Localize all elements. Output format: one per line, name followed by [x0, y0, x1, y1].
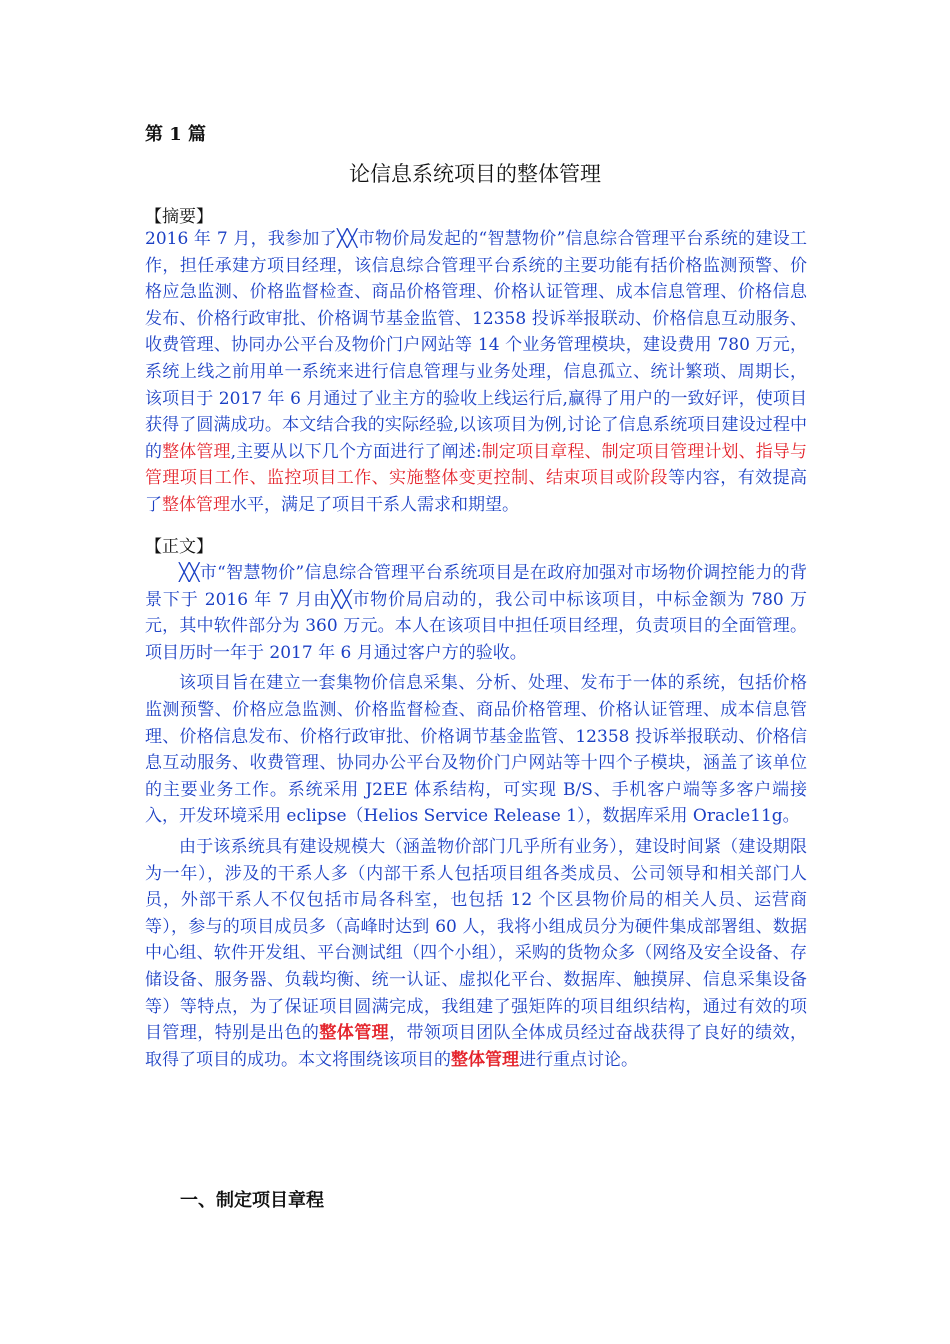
abstract-text-2: ,主要从以下几个方面进行了阐述: [230, 441, 482, 462]
abstract-text-3: 等内容，有效提高了 [145, 468, 808, 515]
abstract-paragraph [145, 226, 807, 523]
abstract-heading: 【摘要】 [145, 207, 213, 227]
body-paragraph-3-text-c: 进行重点讨论。 [519, 1049, 638, 1070]
body-paragraph-3-highlight-2: 整体管理 [451, 1049, 519, 1070]
section-heading-1: 一、制定项目章程 [180, 1190, 324, 1211]
body-paragraph-3-text-b: ，带领项目团队全体成员经过奋战获得了良好的绩效，取得了项目的成功。本文将围绕该项目的 [145, 1023, 808, 1070]
body-heading: 【正文】 [145, 537, 213, 557]
body-paragraph-1: ╳╳市“智慧物价”信息综合管理平台系统项目是在政府加强对市场物价调控能力的背景下于 2016 年 7 月由╳╳市物价局启动的，我公司中标该项目，中标金额为 780 万元，其中软件部分为 360 万元。本人在该项目中担任项目经理，负责项目的全面管理。项目历时一年于 2017 年 6 月通过客户方的验收。 [145, 563, 807, 663]
page-title: 论信息系统项目的整体管理 [349, 162, 601, 186]
chapter-label: 第 1 篇 [145, 124, 207, 145]
abstract-highlight-1: 整体管理 [162, 441, 231, 462]
abstract-text-1: 2016 年 7 月，我参加了╳╳市物价局发起的“智慧物价”信息综合管理平台系统的建设工作，担任承建方项目经理，该信息综合管理平台系统的主要功能有括价格监测预警、价格应急监测、价格监督检查、商品价格管理、价格认证管理、成本信息管理、价格信息发布、价格行政审批、价格调节基金监管、12358 投诉举报联动、价格信息互动服务、收费管理、协同办公平台及物价门户网站等 14 个业务管理模块，建设费用 780 万元，系统上线之前用单一系统来进行信息管理与业务处理，信息孤立、统计繁琐、周期长，该项目于 2017 年 6 月通过了业主方的验收上线运行后,赢得了用户的一致好评，使项目获得了圆满成功。本文结合我的实际经验,以该项目为例,讨论了信息系统项目建设过程中的 [145, 229, 807, 462]
body-paragraph-3-highlight-1: 整体管理 [319, 1023, 390, 1044]
body-text [145, 560, 807, 1077]
body-paragraph-3-text-a: 由于该系统具有建设规模大（涵盖物价部门几乎所有业务），建设时间紧（建设期限为一年），涉及的干系人多（内部干系人包括项目组各类成员、公司领导和相关部门人员，外部干系人不仅包括市局各科室，也包括 12 个区县物价局的相关人员、运营商等），参与的项目成员多（高峰时达到 60 人，我将小组成员分为硬件集成部署组、数据中心组、软件开发组、平台测试组（四个小组），采购的货物众多（网络及安全设备、存储设备、服务器、负载均衡、统一认证、虚拟化平台、数据库、触摸屏、信息采集设备等）等特点，为了保证项目圆满完成，我组建了强矩阵的项目组织结构，通过有效的项目管理，特别是出色的 [145, 836, 807, 1044]
abstract-highlight-2: 制定项目章程、制定项目管理计划、指导与管理项目工作、监控项目工作、实施整体变更控制、结束项目或阶段 [145, 441, 807, 489]
body-paragraph-2: 该项目旨在建立一套集物价信息采集、分析、处理、发布于一体的系统，包括价格监测预警、价格应急监测、价格监督检查、商品价格管理、价格认证管理、成本信息管理、价格信息发布、价格行政审批、价格调节基金监管、12358 投诉举报联动、价格信息互动服务、收费管理、协同办公平台及物价门户网站等十四个子模块，涵盖了该单位的主要业务工作。系统采用 J2EE 体系结构，可实现 B/S、手机客户端等多客户端接入，开发环境采用 eclipse（Helios Service Release 1），数据库采用 Oracle11g。 [145, 673, 807, 827]
abstract-highlight-3: 整体管理 [162, 494, 230, 515]
body-paragraph-3 [145, 834, 807, 1073]
abstract-text-4: 水平，满足了项目干系人需求和期望。 [230, 494, 519, 515]
